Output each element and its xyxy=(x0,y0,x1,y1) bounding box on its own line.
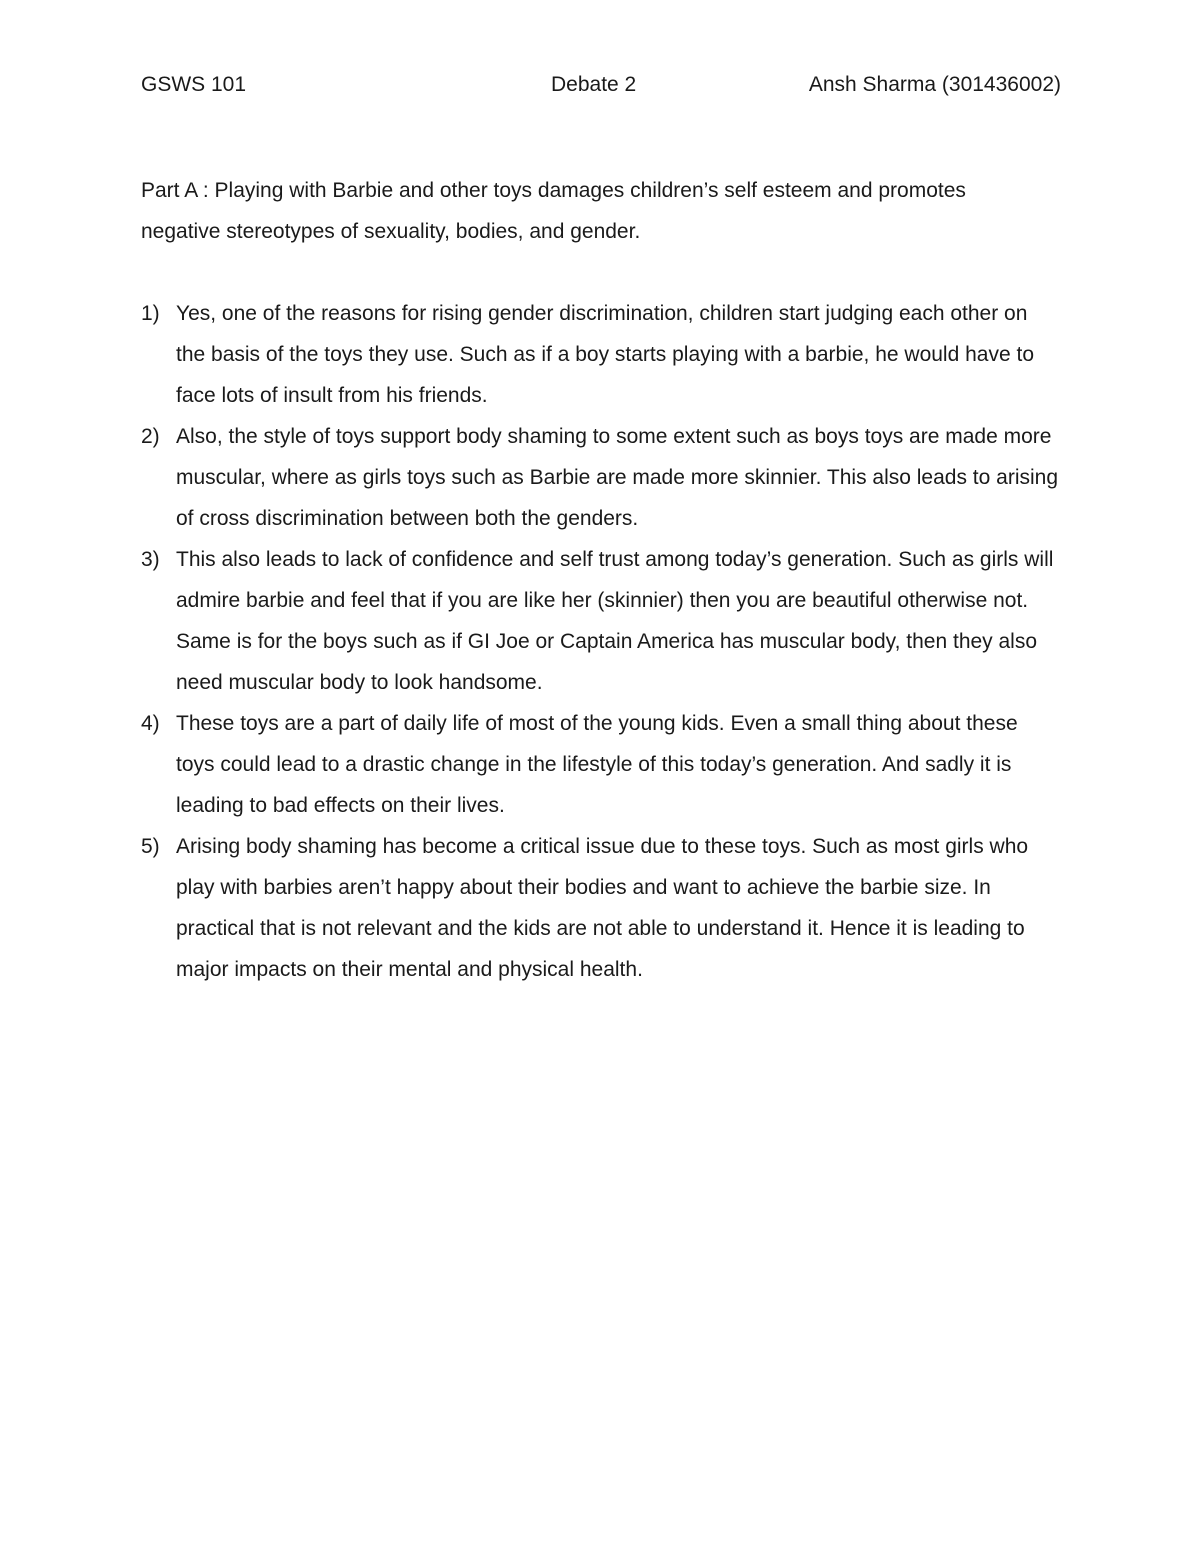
part-a-heading: Part A : Playing with Barbie and other toys damages children’s self esteem and promotes negative stereotypes of sexuality, bodies, and gender. xyxy=(141,179,966,243)
page-header xyxy=(141,70,1061,100)
list-item-number: 1) xyxy=(141,302,160,325)
list-item-text: This also leads to lack of confidence and self trust among today’s generation. Such as girls will admire barbie and feel that if you are like her (skinnier) then you are beautiful otherwise not. Same is for the boys such as if GI Joe or Captain America has muscular body, then they also need muscular body to look handsome. xyxy=(176,548,1054,694)
list-item-number: 3) xyxy=(141,548,160,571)
list-item xyxy=(141,826,1061,990)
list-item-text: These toys are a part of daily life of most of the young kids. Even a small thing about these toys could lead to a drastic change in the lifestyle of this today’s generation. And sadly it is leading to bad effects on their lives. xyxy=(176,712,1018,817)
list-item-number: 2) xyxy=(141,425,160,448)
list-item-number: 5) xyxy=(141,835,160,858)
argument-list xyxy=(141,293,1061,990)
document-title: Debate 2 xyxy=(551,73,637,96)
list-item xyxy=(141,539,1061,703)
list-item xyxy=(141,703,1061,826)
list-item xyxy=(141,293,1061,416)
list-item xyxy=(141,416,1061,539)
list-item-text: Arising body shaming has become a critical issue due to these toys. Such as most girls who play with barbies aren’t happy about their bodies and want to achieve the barbie size. In practical that is not relevant and the kids are not able to understand it. Hence it is leading to major impacts on their mental and physical health. xyxy=(176,835,1029,981)
list-item-text: Yes, one of the reasons for rising gender discrimination, children start judging each other on the basis of the toys they use. Such as if a boy starts playing with a barbie, he would have to face lots of insult from his friends. xyxy=(176,302,1034,407)
course-code: GSWS 101 xyxy=(141,73,247,96)
list-item-number: 4) xyxy=(141,712,160,735)
list-item-text: Also, the style of toys support body shaming to some extent such as boys toys are made more muscular, where as girls toys such as Barbie are made more skinnier. This also leads to arising of cross discrimination between both the genders. xyxy=(176,425,1059,530)
author-name: Ansh Sharma (301436002) xyxy=(808,73,1061,96)
